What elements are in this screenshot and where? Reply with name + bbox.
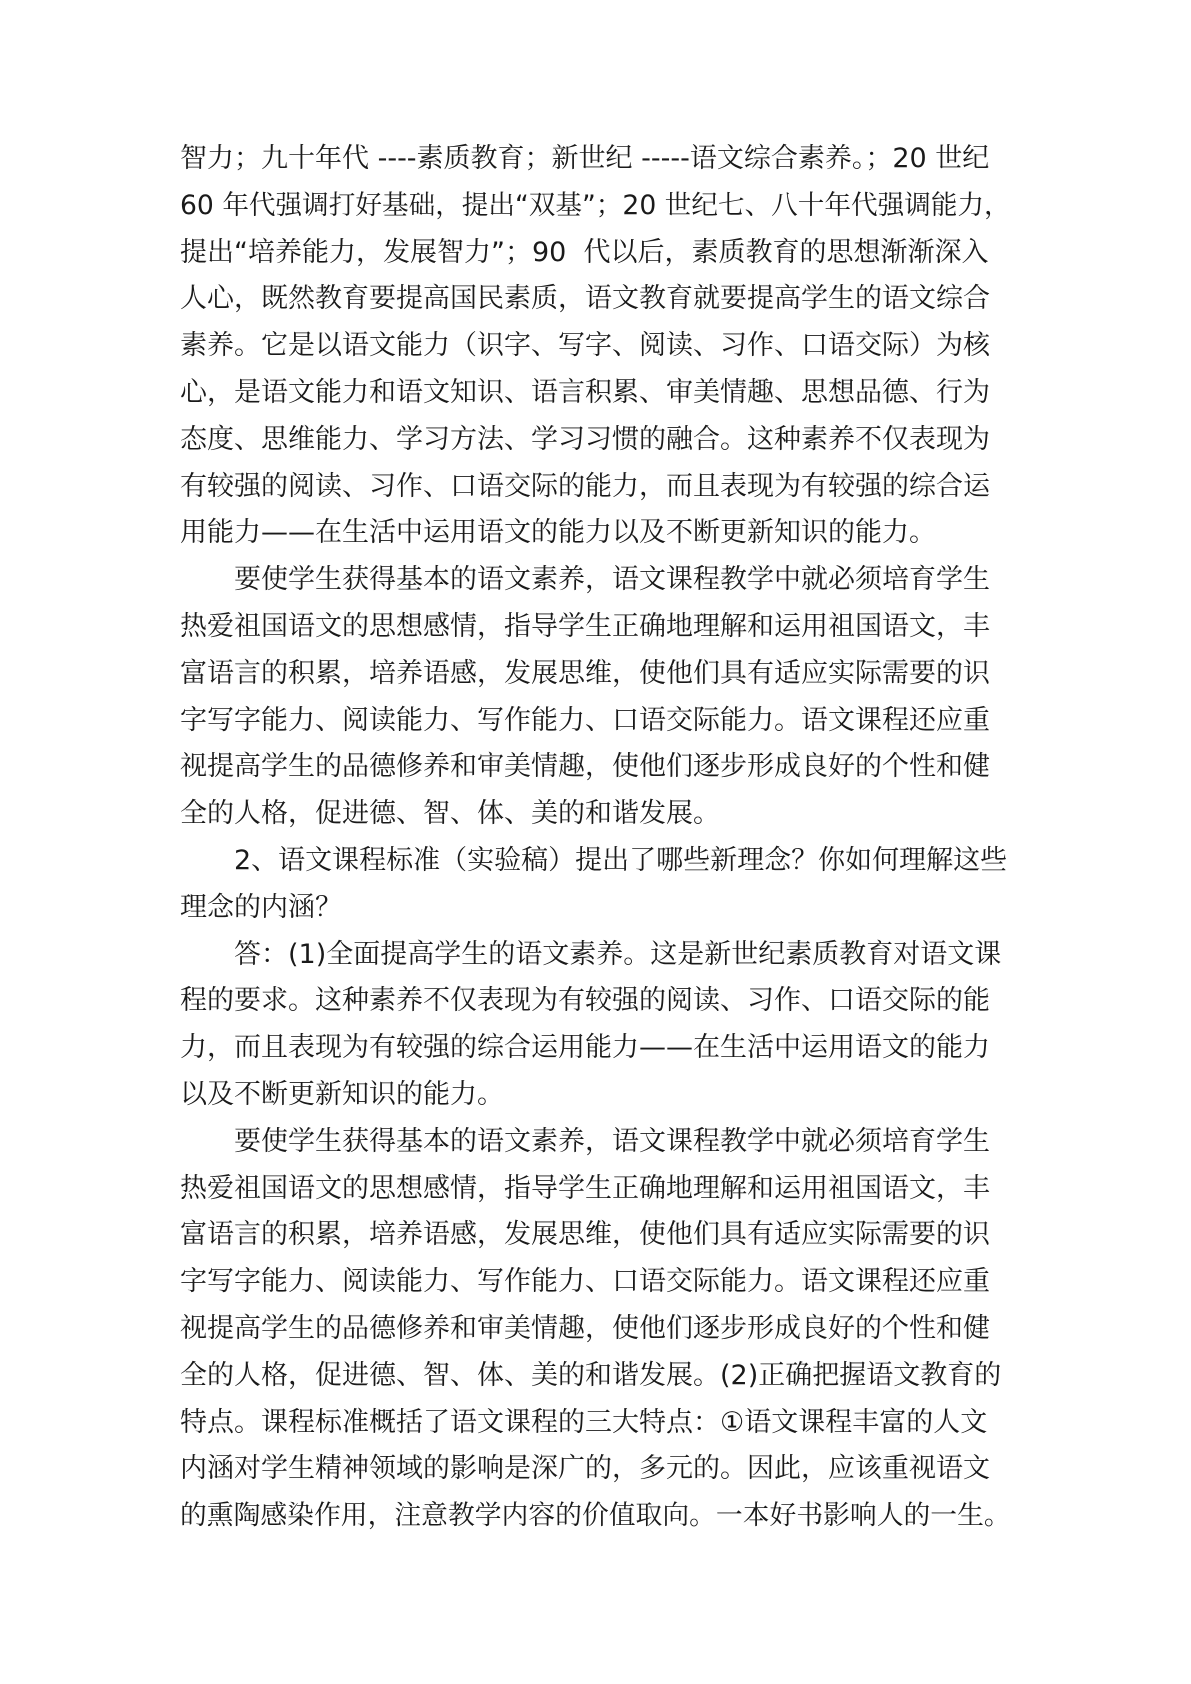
paragraph-first-line: 要使学生获得基本的语文素养，语文课程教学中就必须培育学生: [234, 1125, 990, 1157]
text-line: 程的要求。这种素养不仅表现为有较强的阅读、习作、口语交际的能: [180, 985, 990, 1017]
text-line: 心，是语文能力和语文知识、语言积累、审美情趣、思想品德、行为: [180, 376, 990, 408]
text-line: 素养。它是以语文能力（识字、写字、阅读、习作、口语交际）为核: [180, 330, 990, 362]
text-line: 态度、思维能力、学习方法、学习习惯的融合。这种素养不仅表现为: [180, 423, 990, 455]
text-line: 力，而且表现为有较强的综合运用能力——在生活中运用语文的能力: [180, 1032, 990, 1064]
text-line: 有较强的阅读、习作、口语交际的能力，而且表现为有较强的综合运: [180, 470, 990, 502]
text-line: 内涵对学生精神领域的影响是深广的，多元的。因此，应该重视语文: [180, 1453, 990, 1485]
text-line: 富语言的积累，培养语感，发展思维，使他们具有适应实际需要的识: [180, 1219, 990, 1251]
text-line: 理念的内涵？: [180, 891, 342, 923]
text-line: 全的人格，促进德、智、体、美的和谐发展。(2)正确把握语文教育的: [180, 1359, 1002, 1391]
text-line: 热爱祖国语文的思想感情，指导学生正确地理解和运用祖国语文，丰: [180, 1172, 990, 1204]
text-line: 60 年代强调打好基础，提出“双基”；20 世纪七、八十年代强调能力，: [180, 189, 1011, 221]
text-line: 字写字能力、阅读能力、写作能力、口语交际能力。语文课程还应重: [180, 704, 990, 736]
text-line: 的熏陶感染作用，注意教学内容的价值取向。一本好书影响人的一生。: [180, 1500, 1011, 1532]
text-line: 人心，既然教育要提高国民素质，语文教育就要提高学生的语文综合: [180, 283, 990, 315]
paragraph-first-line: 要使学生获得基本的语文素养，语文课程教学中就必须培育学生: [234, 564, 990, 596]
text-line: 以及不断更新知识的能力。: [180, 1078, 504, 1110]
text-line: 富语言的积累，培养语感，发展思维，使他们具有适应实际需要的识: [180, 657, 990, 689]
paragraph-first-line: 答：(1)全面提高学生的语文素养。这是新世纪素质教育对语文课: [234, 938, 1002, 970]
text-line: 热爱祖国语文的思想感情，指导学生正确地理解和运用祖国语文，丰: [180, 610, 990, 642]
text-line: 智力；九十年代 ----素质教育；新世纪 -----语文综合素养。；20 世纪: [180, 143, 990, 174]
text-line: 特点。课程标准概括了语文课程的三大特点：①语文课程丰富的人文: [180, 1406, 988, 1438]
document-body: [180, 136, 1015, 1540]
text-line: 用能力——在生活中运用语文的能力以及不断更新知识的能力。: [180, 517, 936, 549]
text-line: 视提高学生的品德修养和审美情趣，使他们逐步形成良好的个性和健: [180, 751, 990, 783]
text-line: 提出“培养能力，发展智力”；90 代以后，素质教育的思想渐渐深入: [180, 236, 989, 268]
paragraph-first-line: 2、语文课程标准（实验稿）提出了哪些新理念？你如何理解这些: [234, 844, 1008, 876]
text-line: 全的人格，促进德、智、体、美的和谐发展。: [180, 798, 720, 830]
text-line: 视提高学生的品德修养和审美情趣，使他们逐步形成良好的个性和健: [180, 1312, 990, 1344]
text-line: 字写字能力、阅读能力、写作能力、口语交际能力。语文课程还应重: [180, 1266, 990, 1298]
